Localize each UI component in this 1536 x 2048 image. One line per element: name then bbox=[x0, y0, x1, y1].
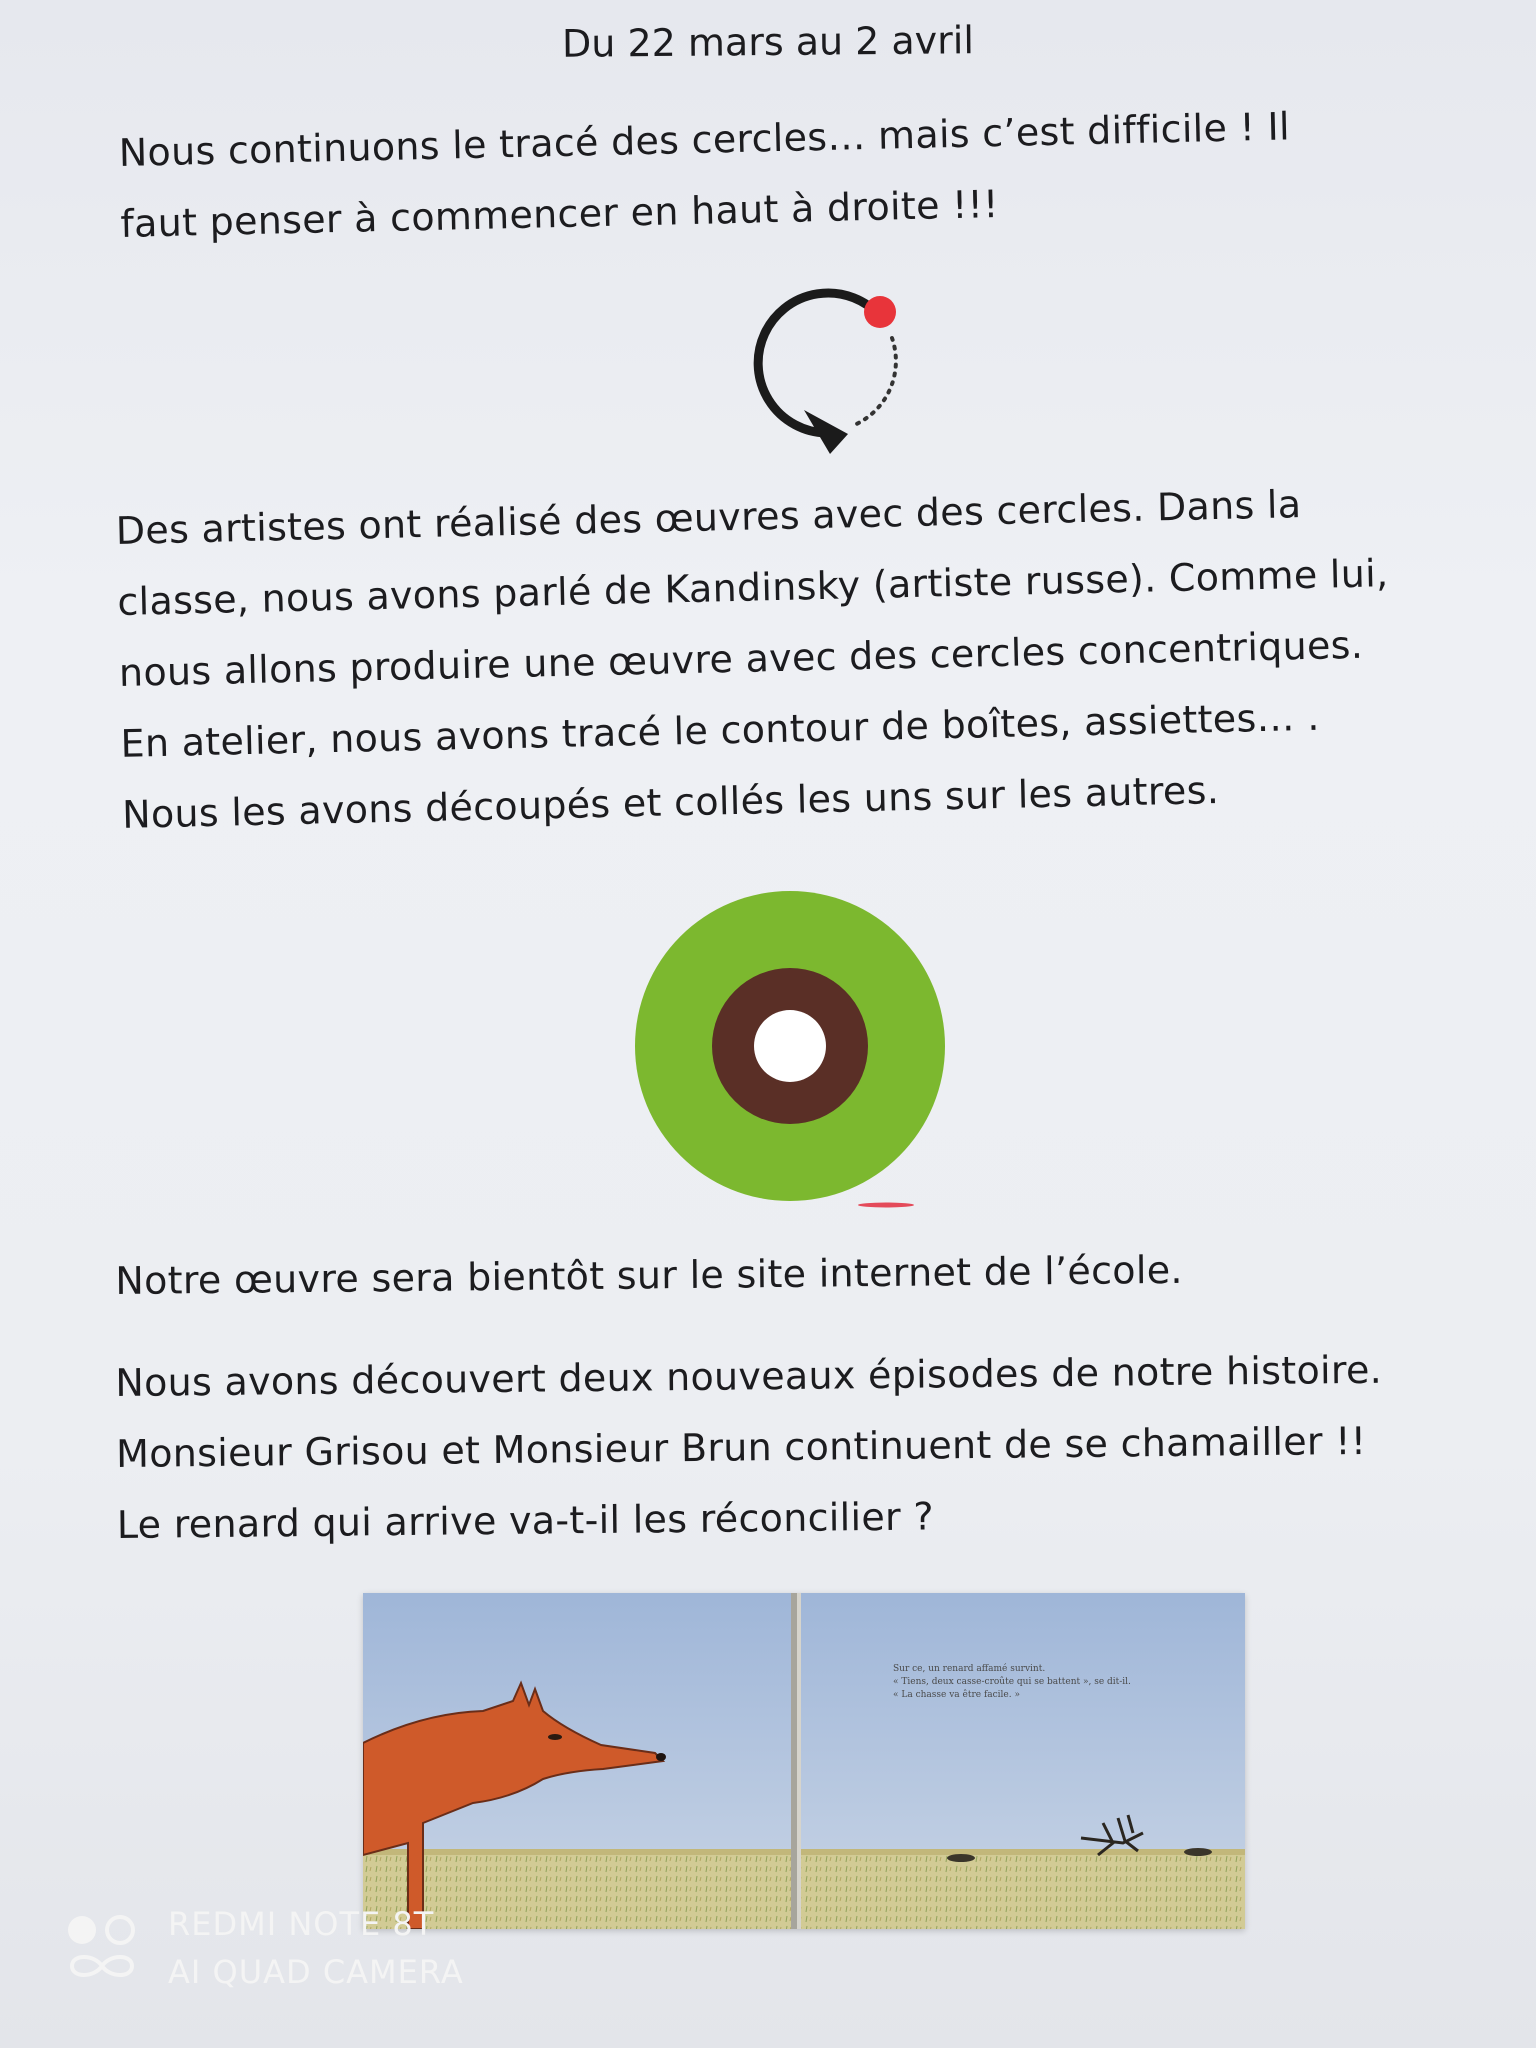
start-dot-icon bbox=[864, 296, 896, 328]
book-illustration bbox=[363, 1593, 1245, 1929]
text-line: « La chasse va être facile. » bbox=[893, 1690, 1020, 1700]
text-line: Monsieur Grisou et Monsieur Brun continuent de se chamailler !! bbox=[115, 1418, 1367, 1476]
book-caption bbox=[893, 1663, 1131, 1702]
text-line: faut penser à commencer en haut à droite !!! bbox=[119, 182, 1000, 246]
paragraph-circles-tracing bbox=[118, 91, 1292, 260]
camera-watermark bbox=[64, 1900, 464, 1996]
text-line: Nous continuons le tracé des cercles… mais c’est difficile ! Il bbox=[118, 104, 1291, 175]
text-line: Des artistes ont réalisé des œuvres avec des cercles. Dans la bbox=[115, 482, 1302, 553]
circle-tracing-arrow-icon bbox=[740, 276, 920, 466]
paragraph-website: Notre œuvre sera bientôt sur le site internet de l’école. bbox=[115, 1247, 1183, 1303]
text-line: classe, nous avons parlé de Kandinsky (artiste russe). Comme lui, bbox=[116, 551, 1389, 624]
fox-scene-image bbox=[363, 1593, 1245, 1929]
text-line: Sur ce, un renard affamé survint. bbox=[893, 1664, 1046, 1674]
text-line: « Tiens, deux casse-croûte qui se battent », se dit-il. bbox=[893, 1677, 1131, 1687]
concentric-circles-artwork bbox=[630, 886, 950, 1206]
paragraph-story bbox=[115, 1335, 1384, 1561]
text-line: Le renard qui arrive va-t-il les réconcilier ? bbox=[116, 1494, 935, 1547]
watermark-line1: REDMI NOTE 8T bbox=[168, 1905, 435, 1943]
text-line: En atelier, nous avons tracé le contour de boîtes, assiettes… . bbox=[120, 694, 1321, 766]
text-line: Nous avons découvert deux nouveaux épisodes de notre histoire. bbox=[115, 1347, 1383, 1405]
text-line: Nous les avons découpés et collés les uns sur les autres. bbox=[121, 768, 1220, 837]
date-heading: Du 22 mars au 2 avril bbox=[561, 18, 975, 66]
red-mark bbox=[856, 1202, 916, 1208]
watermark-line2: AI QUAD CAMERA bbox=[168, 1953, 464, 1991]
paragraph-kandinsky bbox=[115, 467, 1394, 851]
camera-logo-icon bbox=[64, 1910, 140, 1986]
text-line: nous allons produire une œuvre avec des cercles concentriques. bbox=[118, 622, 1364, 695]
